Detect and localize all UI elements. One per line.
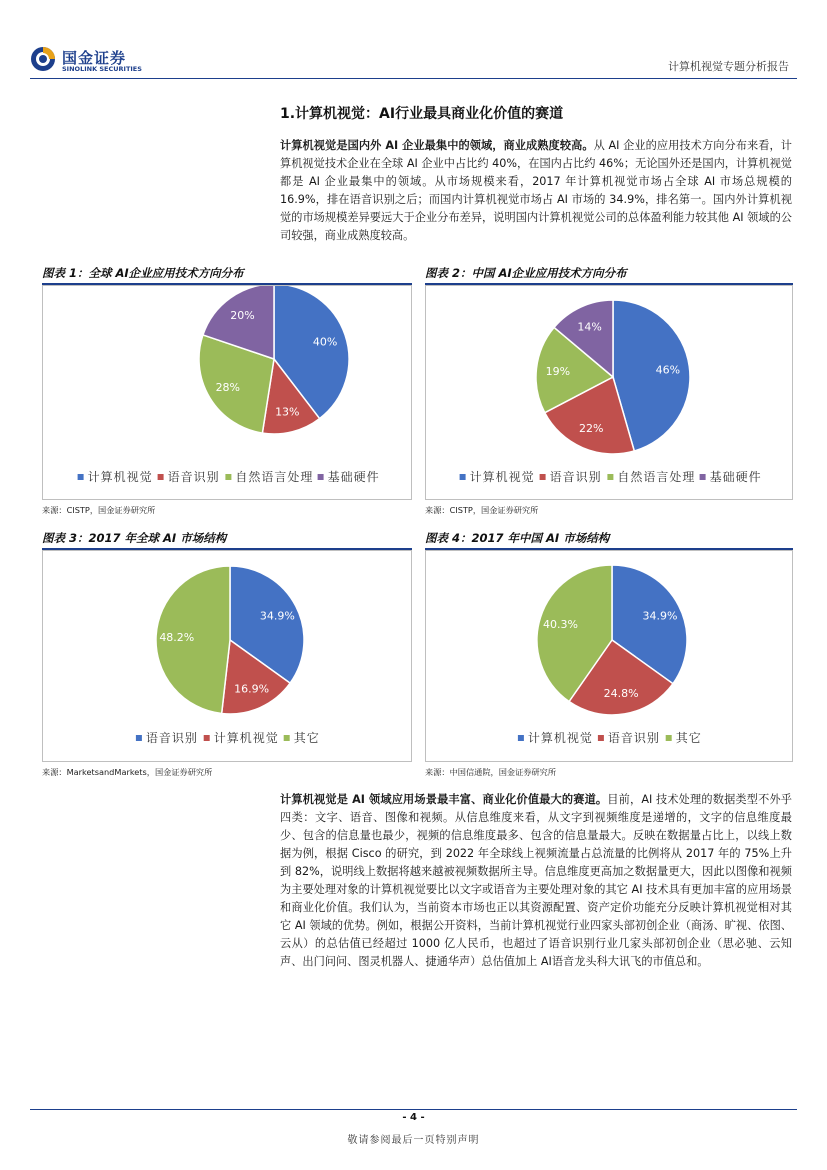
section-heading: 1.计算机视觉：AI行业最具商业化价值的赛道 bbox=[280, 106, 564, 122]
report-title: 计算机视觉专题分析报告 bbox=[668, 60, 789, 73]
legend-label: 语音识别 bbox=[145, 731, 198, 745]
pie-data-label: 48.2% bbox=[159, 631, 195, 644]
pie-data-label: 14% bbox=[577, 320, 602, 334]
figure-3-title: 图表 3：2017 年全球 AI 市场结构 bbox=[42, 531, 227, 545]
figure-3-box bbox=[42, 550, 412, 762]
legend-swatch bbox=[284, 735, 290, 741]
legend-swatch bbox=[598, 735, 604, 741]
paragraph-market-overview bbox=[280, 137, 792, 245]
figure-3-pie-chart bbox=[43, 551, 411, 761]
footer-disclaimer: 敬请参阅最后一页特别声明 bbox=[347, 1135, 480, 1146]
legend-swatch bbox=[318, 474, 324, 480]
legend-swatch bbox=[666, 735, 672, 741]
pie-data-label: 40% bbox=[312, 335, 338, 349]
pie-data-label: 13% bbox=[275, 405, 300, 419]
legend-label: 基础硬件 bbox=[327, 470, 380, 484]
figure-2-title: 图表 2：中国 AI企业应用技术方向分布 bbox=[425, 266, 627, 280]
page-header bbox=[0, 0, 827, 80]
figure-2-box bbox=[425, 285, 793, 500]
pie-data-label: 20% bbox=[230, 309, 255, 323]
legend-swatch bbox=[607, 474, 613, 480]
figure-2-source: 来源：CISTP，国金证券研究所 bbox=[425, 505, 539, 515]
pie-data-label: 46% bbox=[655, 363, 681, 377]
figure-4-title: 图表 4：2017 年中国 AI 市场结构 bbox=[425, 531, 610, 545]
pie-data-label: 34.9% bbox=[642, 609, 678, 623]
company-logo bbox=[30, 46, 160, 80]
pie-data-label: 34.9% bbox=[259, 609, 295, 623]
legend-swatch bbox=[204, 735, 210, 741]
legend-label: 其它 bbox=[293, 731, 320, 745]
paragraph-lead: 计算机视觉是 AI 领域应用场景最丰富、商业化价值最大的赛道。 bbox=[280, 793, 608, 806]
legend-label: 计算机视觉 bbox=[87, 470, 153, 484]
legend-label: 计算机视觉 bbox=[527, 731, 593, 745]
legend-swatch bbox=[700, 474, 706, 480]
legend-label: 基础硬件 bbox=[709, 470, 762, 484]
legend-swatch bbox=[540, 474, 546, 480]
header-divider bbox=[30, 78, 797, 79]
legend-swatch bbox=[136, 735, 142, 741]
figure-1-pie-chart bbox=[43, 286, 411, 499]
legend-label: 计算机视觉 bbox=[213, 731, 279, 745]
figure-3-source: 来源：MarketsandMarkets，国金证券研究所 bbox=[42, 767, 213, 777]
pie-data-label: 28% bbox=[215, 381, 241, 394]
figure-4-source: 来源：中国信通院，国金证券研究所 bbox=[425, 767, 557, 777]
paragraph-body: 目前，AI 技术处理的数据类型不外乎四类：文字、语音、图像和视频。从信息维度来看，从文字到视频维度是递增的，文字的信息维度最少、包含的信息量也最少，视频的信息维度最多、包含的信息量最大。反映在数据量占比上，以线上数据为例，根据 Cisco 的研究，到 2022 年全球线上视频流量占总流量的比例将从 2017 年的 75%上升到 82%，说明线上数据将越来越被视频数据所主导。信息维度更高加之数据量更大，因此以图像和视频为主要处理对象的计算机视觉要比以文字或语音为主要处理对象的其它 AI 技术具有更加丰富的应用场景和商业化价值。我们认为，当前资本市场也正以其资源配置、资产定价功能充分反映计算机视觉相对其它 AI 领域的优势。例如，根据公开资料，当前计算机视觉行业四家头部初创企业（商汤、旷视、依图、云从）的总估值已经超过 1000 亿人民币，也超过了语音识别行业几家头部初创企业（思必驰、云知声、出门问问、图灵机器人、捷通华声）总估值加上 AI语音龙头科大讯飞的市值总和。 bbox=[280, 793, 792, 968]
pie-data-label: 19% bbox=[545, 365, 571, 378]
legend-label: 自然语言处理 bbox=[617, 470, 696, 484]
legend-swatch bbox=[225, 474, 231, 480]
figure-4-box bbox=[425, 550, 793, 762]
figure-1-title: 图表 1：全球 AI企业应用技术方向分布 bbox=[42, 266, 244, 280]
paragraph-lead: 计算机视觉是国内外 AI 企业最集中的领域，商业成熟度较高。 bbox=[280, 139, 594, 152]
figure-4-pie-chart bbox=[426, 551, 792, 761]
logo-chinese-name: 国金证券 bbox=[62, 49, 127, 67]
legend-label: 语音识别 bbox=[549, 470, 602, 484]
legend-label: 语音识别 bbox=[167, 470, 220, 484]
pie-data-label: 24.8% bbox=[603, 687, 639, 701]
sinolink-logo-icon bbox=[30, 46, 56, 72]
legend-swatch bbox=[158, 474, 164, 480]
legend-swatch bbox=[460, 474, 466, 480]
footer-divider bbox=[30, 1109, 797, 1110]
legend-label: 计算机视觉 bbox=[469, 470, 535, 484]
legend-swatch bbox=[518, 735, 524, 741]
paragraph-application-value bbox=[280, 791, 792, 971]
paragraph-body: 从 AI 企业的应用技术方向分布来看，计算机视觉技术企业在全球 AI 企业中占比约 40%，在国内占比约 46%；无论国外还是国内，计算机视觉都是 AI 企业最集中的领域。从市场规模来看，2017 年计算机视觉市场占全球 AI 市场总规模的 16.9%，排在语音识别之后；而国内计算机视觉市场占 AI 市场的 34.9%，排名第一。国内外计算机视觉的市场规模差异要远大于企业分布差异，说明国内计算机视觉公司的总体盈利能力较其他 AI 领域的公司较强，商业成熟度较高。 bbox=[280, 139, 792, 242]
logo-english-name: SINOLINK SECURITIES bbox=[62, 65, 142, 73]
pie-data-label: 40.3% bbox=[543, 617, 578, 631]
figure-2-pie-chart bbox=[426, 286, 792, 499]
figure-1-source: 来源：CISTP，国金证券研究所 bbox=[42, 505, 156, 515]
pie-data-label: 16.9% bbox=[234, 682, 270, 696]
legend-label: 语音识别 bbox=[607, 731, 660, 745]
legend-label: 自然语言处理 bbox=[235, 470, 314, 484]
legend-swatch bbox=[78, 474, 84, 480]
figure-1-box bbox=[42, 285, 412, 500]
page-number: - 4 - bbox=[402, 1112, 425, 1123]
pie-data-label: 22% bbox=[578, 422, 604, 435]
legend-label: 其它 bbox=[675, 731, 702, 745]
